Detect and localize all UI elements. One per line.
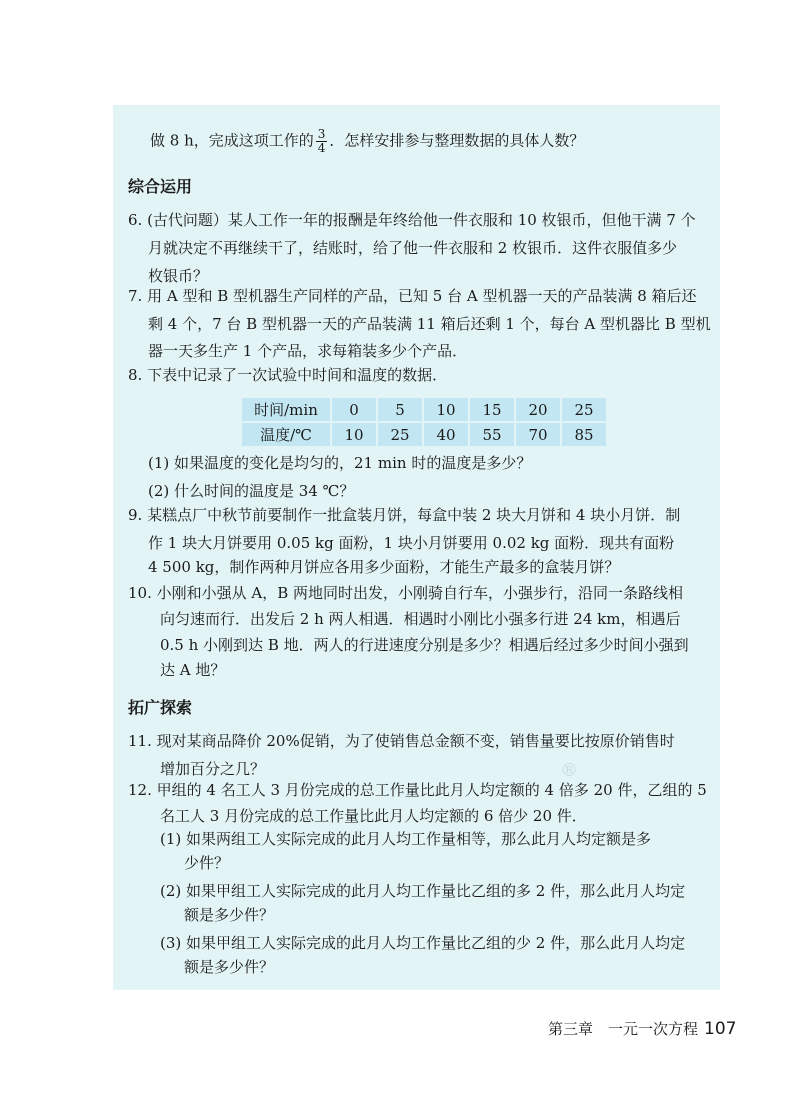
q12-sub-line: (1) 如果两组工人实际完成的此月人均工作量相等，那么此月人均定额是多 <box>160 830 652 848</box>
table-row <box>241 422 607 447</box>
q12-sub-line: (3) 如果甲组工人实际完成的此月人均工作量比乙组的少 2 件，那么此月人均定 <box>160 934 686 952</box>
q7-line: 剩 4 个，7 台 B 型机器一天的产品装满 11 箱后还剩 1 个，每台 A 型机器比 B 型机 <box>148 315 711 333</box>
q7-line: 7. 用 A 型和 B 型机器生产同样的产品，已知 5 台 A 型机器一天的产品装满 8 箱后还 <box>128 287 697 305</box>
section-heading-comprehensive: 综合运用 <box>128 177 193 196</box>
top-line: 做 8 h，完成这项工作的 $\frac{3}{4}$ ．怎样安排参与整理数据的具体人数？ <box>150 127 585 155</box>
q8-sub-line: (1) 如果温度的变化是均匀的，21 min 时的温度是多少？ <box>148 454 532 472</box>
table-cell: 20 <box>515 397 561 422</box>
table-cell: 15 <box>469 397 515 422</box>
fraction: $\frac{3}{4}$ <box>317 127 326 155</box>
table-cell: 25 <box>561 397 607 422</box>
data-table <box>240 396 608 448</box>
q11-line: 增加百分之几？ <box>160 760 266 778</box>
q10-line: 10. 小刚和小强从 A，B 两地同时出发，小刚骑自行车，小强步行，沿同一条路线相 <box>128 584 684 602</box>
table-cell: 25 <box>377 422 423 447</box>
table-cell: 10 <box>331 422 377 447</box>
q12-sub-line: 少件？ <box>184 854 230 872</box>
table-cell: 0 <box>331 397 377 422</box>
chapter-title: 第三章 一元一次方程 <box>548 1020 699 1038</box>
table-cell: 温度/℃ <box>241 422 331 447</box>
q12-sub-line: 额是多少件？ <box>184 906 275 924</box>
q12-sub-line: (2) 如果甲组工人实际完成的此月人均工作量比乙组的多 2 件，那么此月人均定 <box>160 882 686 900</box>
q10-line: 0.5 h 小刚到达 B 地．两人的行进速度分别是多少？相遇后经过多少时间小强到 <box>160 636 689 654</box>
q6-line: 月就决定不再继续干了，结账时，给了他一件衣服和 2 枚银币．这件衣服值多少 <box>148 239 678 257</box>
q12-line: 名工人 3 月份完成的总工作量比此月人均定额的 6 倍少 20 件． <box>160 807 587 825</box>
table-cell: 70 <box>515 422 561 447</box>
table-cell: 5 <box>377 397 423 422</box>
watermark: ® <box>560 760 578 781</box>
q10-line: 向匀速而行．出发后 2 h 两人相遇．相遇时小刚比小强多行进 24 km，相遇后 <box>160 610 681 628</box>
q8-line: 8. 下表中记录了一次试验中时间和温度的数据． <box>128 366 448 384</box>
section-heading-extension: 拓广探索 <box>128 698 193 717</box>
page-footer <box>548 1018 736 1039</box>
q6-line: 枚银币？ <box>148 267 209 285</box>
table-cell: 40 <box>423 422 469 447</box>
page-number: 107 <box>704 1019 737 1039</box>
q12-sub-line: 额是多少件？ <box>184 958 275 976</box>
q12-line: 12. 甲组的 4 名工人 3 月份完成的总工作量比此月人均定额的 4 倍多 20 件，乙组的 5 <box>128 781 707 799</box>
table-cell: 10 <box>423 397 469 422</box>
table-cell: 时间/min <box>241 397 331 422</box>
q9-line: 4 500 kg，制作两种月饼应各用多少面粉，才能生产最多的盒装月饼？ <box>148 558 620 576</box>
q9-line: 作 1 块大月饼要用 0.05 kg 面粉，1 块小月饼要用 0.02 kg 面粉．现共有面粉 <box>148 534 675 552</box>
q8-sub-line: (2) 什么时间的温度是 34 ℃？ <box>148 482 355 500</box>
table-cell: 55 <box>469 422 515 447</box>
q9-line: 9. 某糕点厂中秋节前要制作一批盒装月饼，每盒中装 2 块大月饼和 4 块小月饼．制 <box>128 506 681 524</box>
q10-line: 达 A 地？ <box>160 661 226 679</box>
table-cell: 85 <box>561 422 607 447</box>
table-row <box>241 397 607 422</box>
q11-line: 11. 现对某商品降价 20%促销，为了使销售总金额不变，销售量要比按原价销售时 <box>128 732 675 750</box>
q7-line: 器一天多生产 1 个产品，求每箱装多少个产品． <box>148 342 468 360</box>
q6-line: 6. (古代问题）某人工作一年的报酬是年终给他一件衣服和 10 枚银币，但他干满 7 个 <box>128 211 696 229</box>
